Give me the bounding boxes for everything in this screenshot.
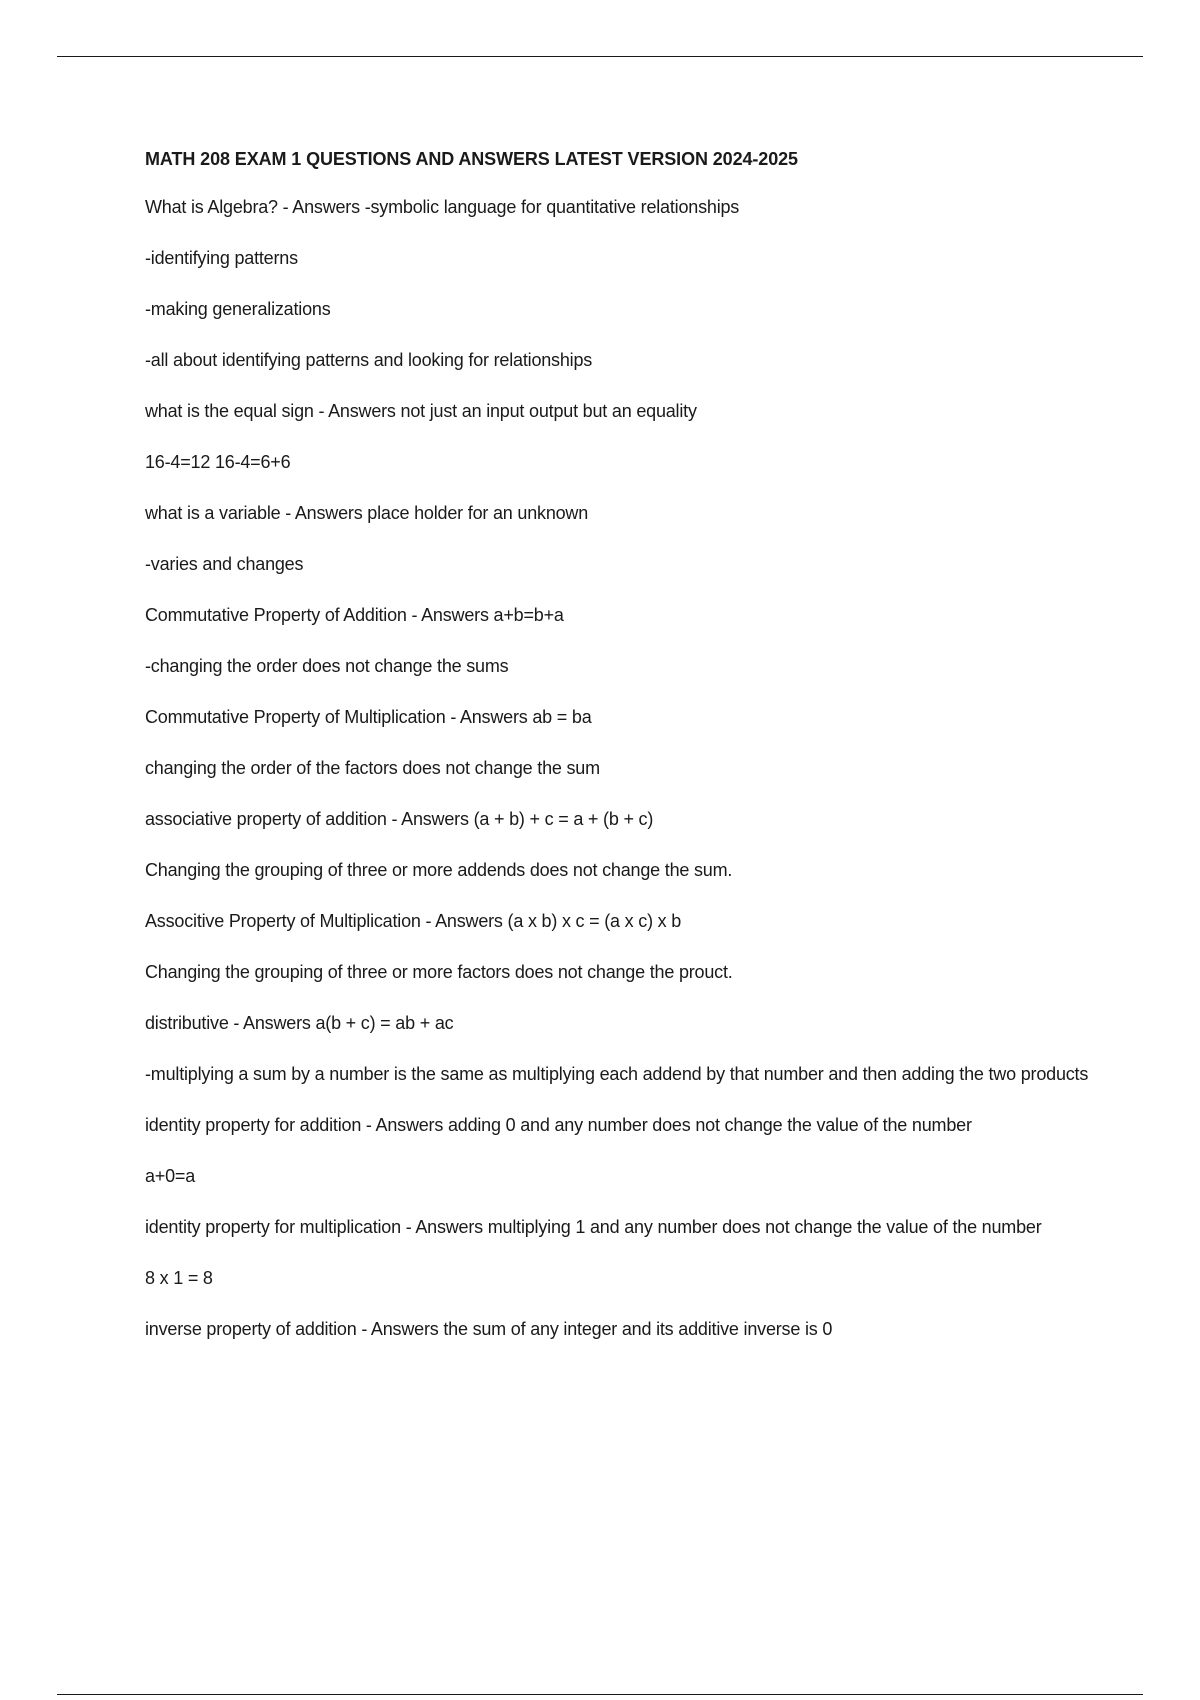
paragraph: a+0=a <box>145 1166 196 1186</box>
document-body <box>145 148 1095 1364</box>
document-title: MATH 208 EXAM 1 QUESTIONS AND ANSWERS LATEST VERSION 2024-2025 <box>145 149 798 169</box>
paragraph: -multiplying a sum by a number is the same as multiplying each addend by that number and then adding the two products <box>145 1064 1089 1084</box>
paragraph: Associtive Property of Multiplication - Answers (a x b) x c = (a x c) x b <box>145 911 682 931</box>
paragraph: -all about identifying patterns and looking for relationships <box>145 350 593 370</box>
paragraph: what is the equal sign - Answers not just an input output but an equality <box>145 401 697 421</box>
paragraph: 16-4=12 16-4=6+6 <box>145 452 291 472</box>
paragraph: inverse property of addition - Answers the sum of any integer and its additive inverse is 0 <box>145 1319 833 1339</box>
paragraph: -varies and changes <box>145 554 304 574</box>
paragraph: Commutative Property of Multiplication - Answers ab = ba <box>145 707 592 727</box>
paragraph: identity property for multiplication - Answers multiplying 1 and any number does not change the value of the number <box>145 1217 1042 1237</box>
paragraph: Changing the grouping of three or more factors does not change the prouct. <box>145 962 733 982</box>
paragraph: associative property of addition - Answers (a + b) + c = a + (b + c) <box>145 809 654 829</box>
footer-rule <box>57 1694 1143 1695</box>
paragraph: -changing the order does not change the sums <box>145 656 509 676</box>
paragraph: What is Algebra? - Answers -symbolic language for quantitative relationships <box>145 197 740 217</box>
paragraph: distributive - Answers a(b + c) = ab + ac <box>145 1013 454 1033</box>
paragraph: changing the order of the factors does not change the sum <box>145 758 600 778</box>
paragraph: Changing the grouping of three or more addends does not change the sum. <box>145 860 733 880</box>
header-rule <box>57 56 1143 57</box>
paragraph: identity property for addition - Answers adding 0 and any number does not change the value of the number <box>145 1115 972 1135</box>
paragraph: 8 x 1 = 8 <box>145 1268 213 1288</box>
paragraph: Commutative Property of Addition - Answers a+b=b+a <box>145 605 564 625</box>
paragraph: -making generalizations <box>145 299 331 319</box>
paragraph: what is a variable - Answers place holder for an unknown <box>145 503 589 523</box>
paragraph: -identifying patterns <box>145 248 298 268</box>
